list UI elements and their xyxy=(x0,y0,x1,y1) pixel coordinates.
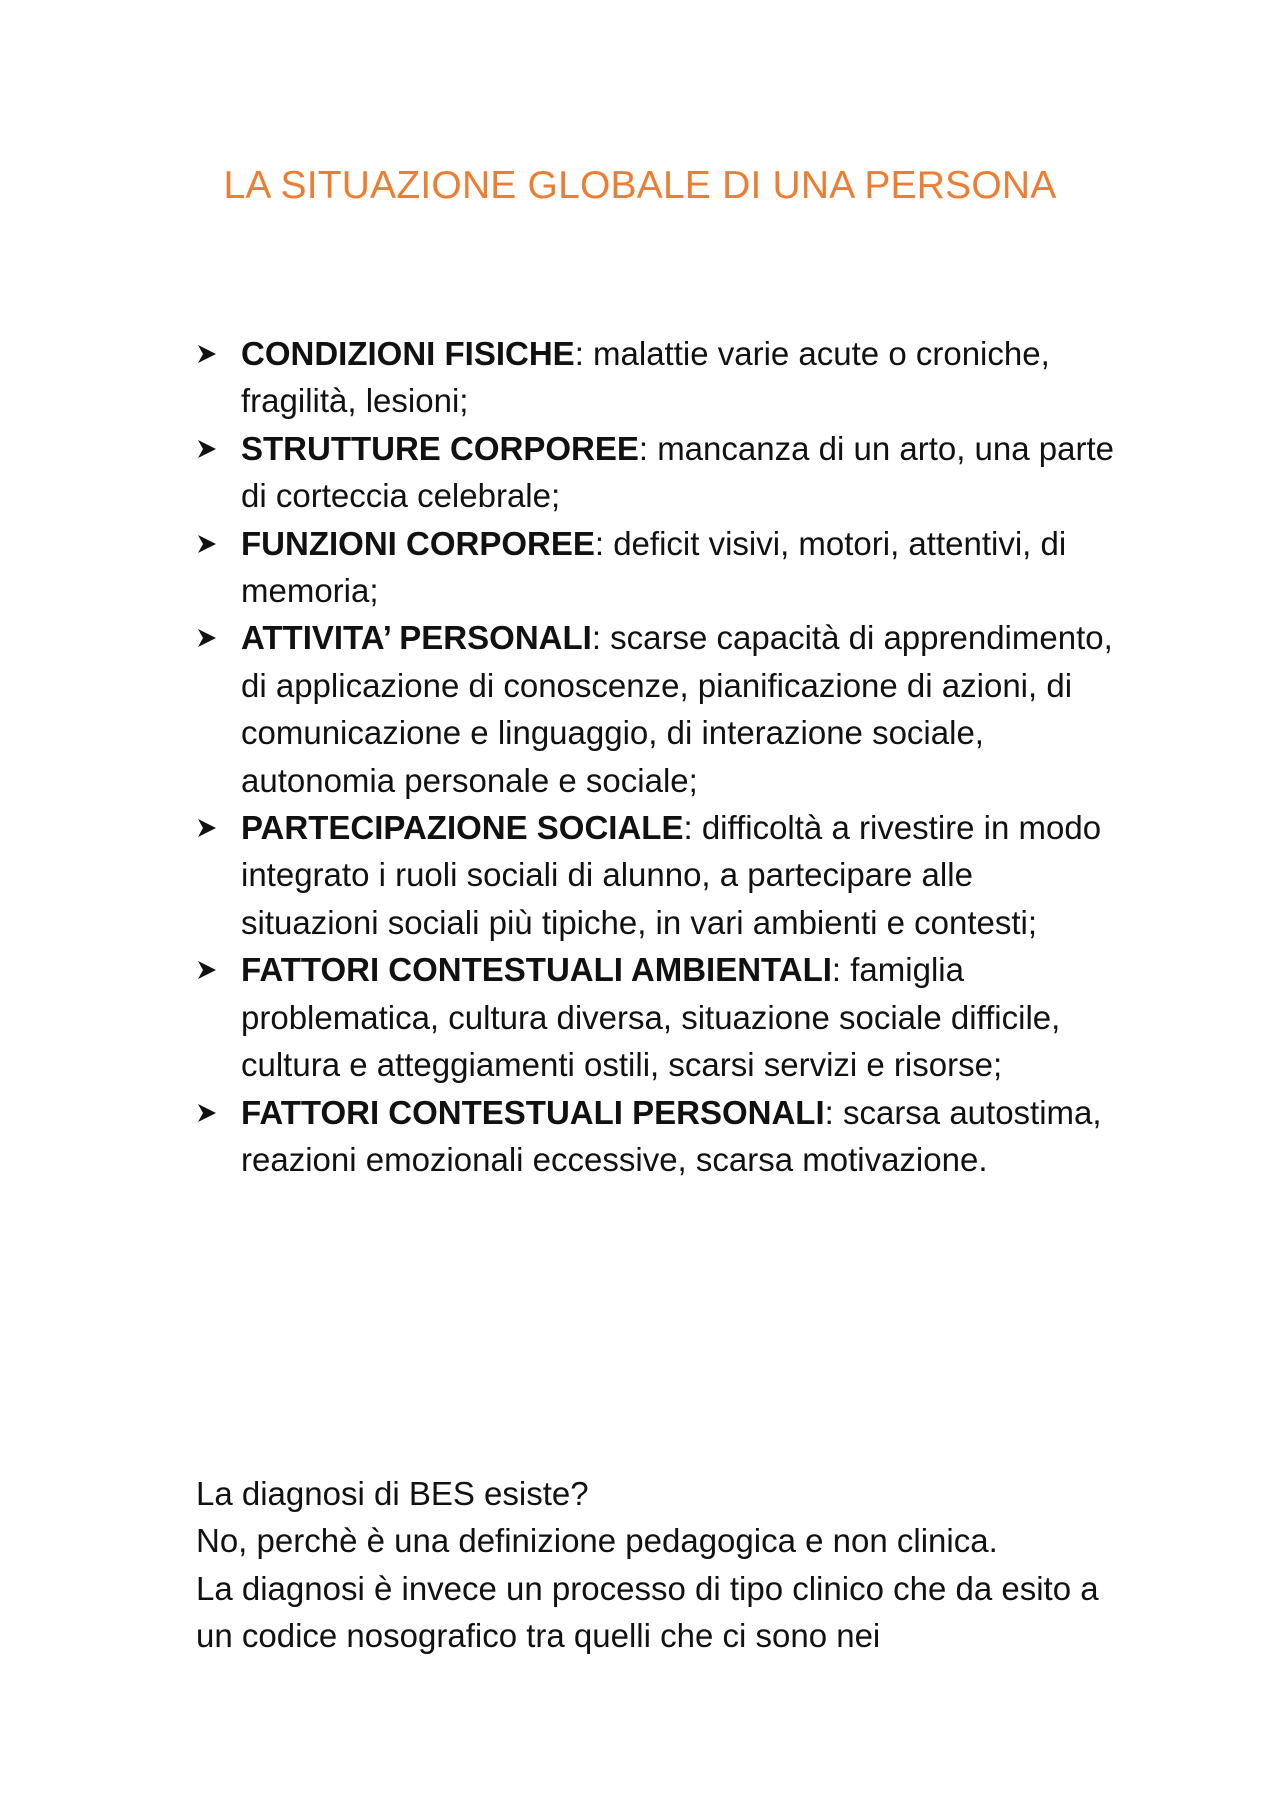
arrowhead-bullet-icon xyxy=(196,960,218,980)
list-item xyxy=(196,804,1116,946)
list-item xyxy=(196,425,1116,520)
item-text: : malattie varie acute o croniche, fragilità, lesioni; xyxy=(241,335,1050,420)
diagnosis-explanation: La diagnosi è invece un processo di tipo clinico che da esito a un codice nosografico tra quelli che ci sono nei xyxy=(196,1569,1099,1655)
arrowhead-bullet-icon xyxy=(196,439,218,459)
diagnosis-question: La diagnosi di BES esiste? xyxy=(196,1475,589,1512)
item-term: FATTORI CONTESTUALI AMBIENTALI xyxy=(241,951,832,989)
item-text: : deficit visivi, motori, attentivi, di memoria; xyxy=(241,524,1067,610)
item-text: : famiglia problematica, cultura diversa, situazione sociale difficile, cultura e atteggiamenti ostili, scarsi servizi e risorse; xyxy=(241,951,1061,1084)
arrowhead-bullet-icon xyxy=(196,534,218,554)
arrowhead-bullet-icon xyxy=(196,818,218,838)
item-text: : scarsa autostima, reazioni emozionali eccessive, scarsa motivazione. xyxy=(241,1093,1102,1178)
list-item xyxy=(196,614,1116,804)
item-term: STRUTTURE CORPOREE xyxy=(241,429,639,467)
list-item xyxy=(196,1089,1116,1184)
arrowhead-bullet-icon xyxy=(196,628,218,648)
item-term: ATTIVITA’ PERSONALI xyxy=(241,619,592,657)
item-text: : mancanza di un arto, una parte di corteccia celebrale; xyxy=(241,429,1114,515)
item-term: FATTORI CONTESTUALI PERSONALI xyxy=(241,1093,825,1131)
bes-diagnosis-paragraph xyxy=(196,1470,1116,1660)
item-term: CONDIZIONI FISICHE xyxy=(241,335,575,372)
list-item xyxy=(196,330,1116,425)
conditions-list xyxy=(196,330,1116,1183)
arrowhead-bullet-icon xyxy=(196,1103,218,1123)
list-item xyxy=(196,520,1116,615)
list-item xyxy=(196,946,1116,1088)
item-term: PARTECIPAZIONE SOCIALE xyxy=(241,809,684,847)
item-text: : scarse capacità di apprendimento, di applicazione di conoscenze, pianificazione di azioni, di comunicazione e linguaggio, di interazione sociale, autonomia personale e sociale; xyxy=(241,619,1113,799)
diagnosis-answer: No, perchè è una definizione pedagogica e non clinica. xyxy=(196,1522,998,1560)
arrowhead-bullet-icon xyxy=(196,344,218,364)
document-title: LA SITUAZIONE GLOBALE DI UNA PERSONA xyxy=(223,164,1057,207)
item-term: FUNZIONI CORPOREE xyxy=(241,524,595,562)
item-text: : difficoltà a rivestire in modo integrato i ruoli sociali di alunno, a partecipare alle situazioni sociali più tipiche, in vari ambienti e contesti; xyxy=(241,809,1102,941)
